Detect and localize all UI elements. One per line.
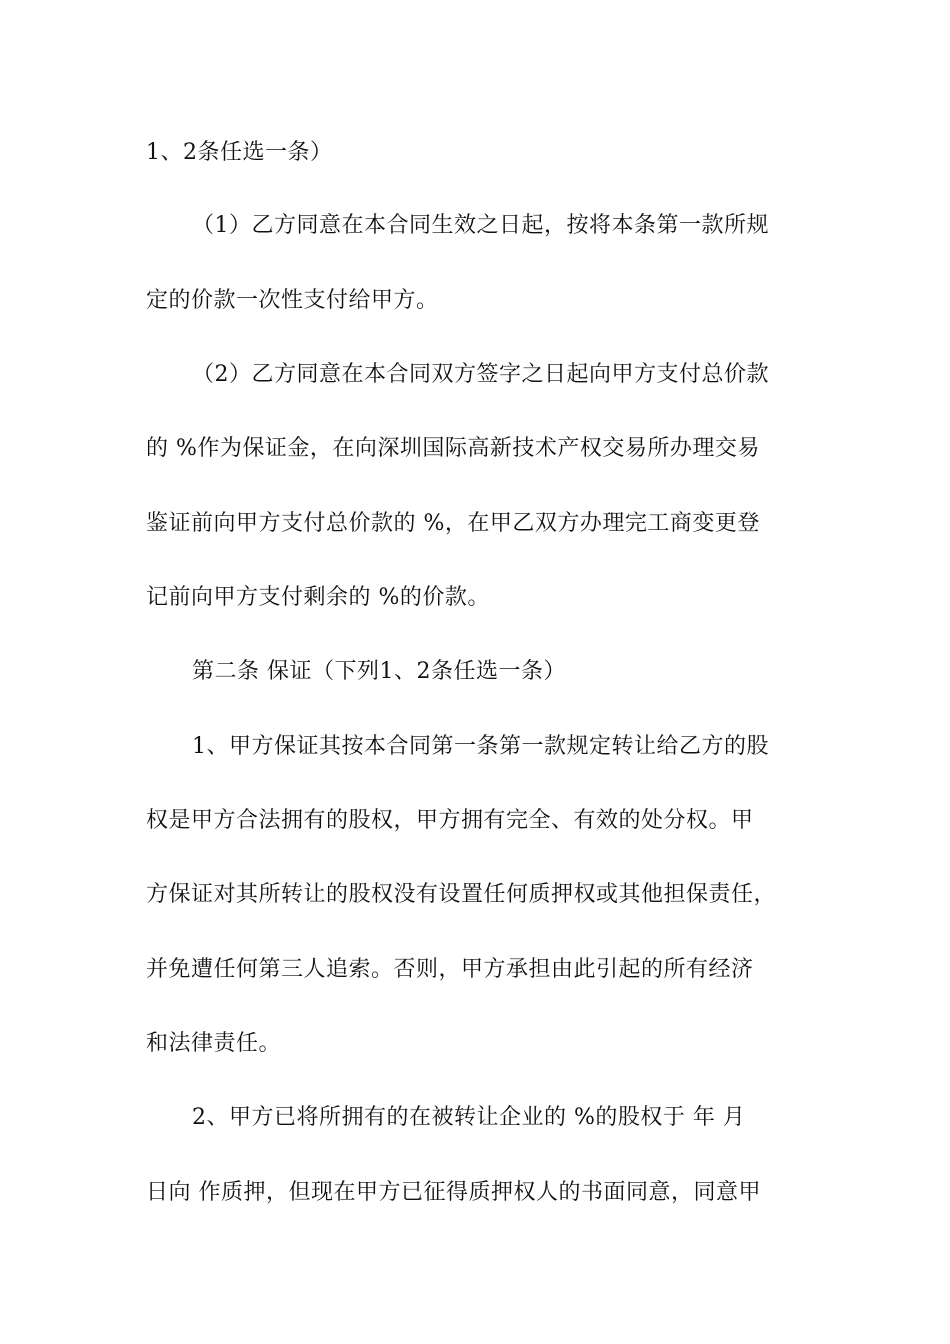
text-line-3: 定的价款一次性支付给甲方。 <box>146 288 439 313</box>
text-line-2: （1）乙方同意在本合同生效之日起，按将本条第一款所规 <box>192 213 769 238</box>
text-line-14: 2、甲方已将所拥有的在被转让企业的 %的股权于 年 月 <box>192 1105 746 1130</box>
text-line-13: 和法律责任。 <box>146 1031 282 1056</box>
text-line-9: 1、甲方保证其按本合同第一条第一款规定转让给乙方的股 <box>192 734 769 759</box>
text-line-7: 记前向甲方支付剩余的 %的价款。 <box>146 585 490 610</box>
text-line-5: 的 %作为保证金，在向深圳国际高新技术产权交易所办理交易 <box>146 436 760 461</box>
text-line-11: 方保证对其所转让的股权没有设置任何质押权或其他担保责任， <box>146 882 777 907</box>
section-heading: 第二条 保证（下列1、2条任选一条） <box>192 659 566 684</box>
text-line-6: 鉴证前向甲方支付总价款的 %，在甲乙双方办理完工商变更登 <box>146 511 760 536</box>
text-line-10: 权是甲方合法拥有的股权，甲方拥有完全、有效的处分权。甲 <box>146 808 754 833</box>
text-line-1: 1、2条任选一条） <box>146 140 333 165</box>
text-line-4: （2）乙方同意在本合同双方签字之日起向甲方支付总价款 <box>192 362 769 387</box>
text-line-15: 日向 作质押，但现在甲方已征得质押权人的书面同意，同意甲 <box>146 1180 761 1205</box>
text-line-12: 并免遭任何第三人追索。否则，甲方承担由此引起的所有经济 <box>146 957 754 982</box>
